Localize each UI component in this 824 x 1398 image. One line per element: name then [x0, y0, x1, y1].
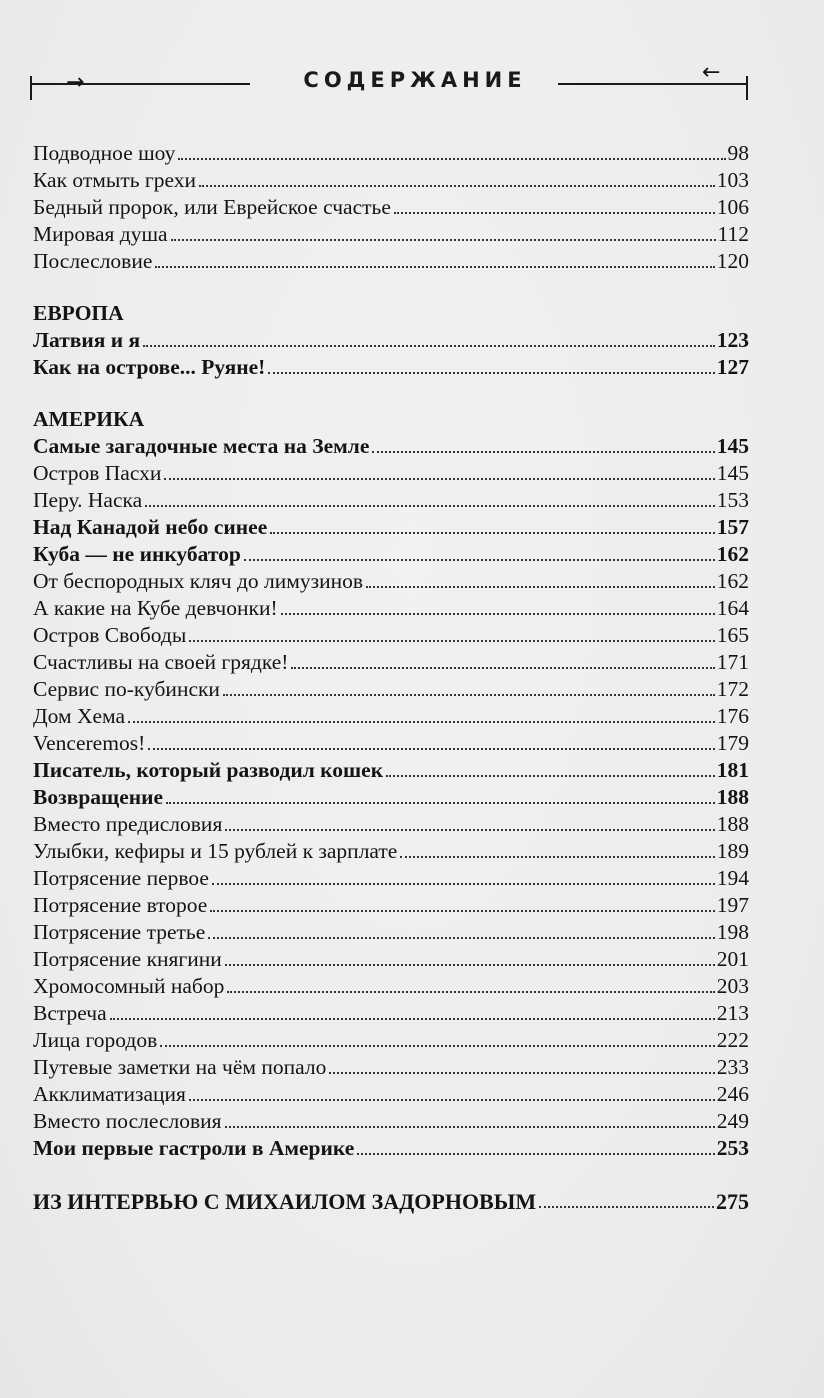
section-spacer	[33, 275, 749, 300]
toc-entry-page: 213	[716, 1001, 749, 1025]
toc-entry-title: Остров Свободы	[33, 623, 187, 647]
arrow-left-icon: ←	[702, 60, 721, 85]
toc-entry-page: 181	[716, 758, 749, 782]
toc-entry-title: Вместо предисловия	[33, 812, 223, 836]
section-heading: ЕВРОПА	[33, 301, 124, 325]
toc-entry	[33, 248, 749, 275]
toc-entry-page: 145	[716, 461, 749, 485]
toc-entry	[33, 703, 749, 730]
toc-entry-title: Как отмыть грехи	[33, 168, 196, 192]
toc-entry-title: Счастливы на своей грядке!	[33, 650, 289, 674]
dot-leader	[281, 613, 715, 615]
dot-leader	[357, 1153, 714, 1155]
dot-leader	[210, 910, 714, 912]
dot-leader	[143, 345, 715, 347]
toc-entry	[33, 811, 749, 838]
toc-entry-page: 153	[716, 488, 749, 512]
toc-entry	[33, 433, 749, 460]
toc-entry-title: Писатель, который разводил кошек	[33, 758, 384, 782]
toc-entry	[33, 1000, 749, 1027]
toc-entry-page: 98	[727, 141, 749, 165]
toc-entry-title: Путевые заметки на чём попало	[33, 1055, 327, 1079]
toc-entry-page: 197	[716, 893, 749, 917]
toc-entry-title: Перу. Наска	[33, 488, 143, 512]
dot-leader	[227, 991, 714, 993]
toc-entry-title: Самые загадочные места на Земле	[33, 434, 370, 458]
toc-entry	[33, 730, 749, 757]
toc-entry-title: Акклиматизация	[33, 1082, 186, 1106]
dot-leader	[539, 1206, 714, 1208]
toc-entry-title: Остров Пасхи	[33, 461, 162, 485]
dot-leader	[225, 1126, 715, 1128]
toc-entry-page: 145	[716, 434, 749, 458]
toc-entry	[33, 784, 749, 811]
toc-entry-page: 233	[716, 1055, 749, 1079]
toc-entry-final	[33, 1188, 749, 1215]
toc-entry	[33, 595, 749, 622]
dot-leader	[366, 586, 715, 588]
dot-leader	[178, 158, 725, 160]
toc-entry	[33, 354, 749, 381]
toc-entry	[33, 1108, 749, 1135]
header-rule-right	[558, 83, 748, 85]
toc-entry-title: Мировая душа	[33, 222, 168, 246]
toc-entry-title: А какие на Кубе девчонки!	[33, 596, 278, 620]
toc-entry	[33, 1054, 749, 1081]
toc-entry-title: Сервис по-кубински	[33, 677, 220, 701]
dot-leader	[164, 478, 714, 480]
dot-leader	[212, 883, 715, 885]
toc-entry-page: 172	[716, 677, 749, 701]
toc-entry-page: 253	[716, 1136, 749, 1160]
header-rule-right-tick	[746, 76, 748, 100]
toc-entry-page: 162	[716, 569, 749, 593]
arrow-right-icon: →	[66, 70, 85, 95]
header-rule-left-tick	[30, 76, 32, 100]
toc-entry	[33, 194, 749, 221]
toc-entry	[33, 1135, 749, 1162]
dot-leader	[155, 266, 714, 268]
section-spacer	[33, 381, 749, 406]
toc-entry-page: 194	[716, 866, 749, 890]
toc-entry	[33, 1081, 749, 1108]
dot-leader	[291, 667, 714, 669]
dot-leader	[171, 239, 716, 241]
toc-entry-page: 164	[716, 596, 749, 620]
dot-leader	[223, 694, 715, 696]
dot-leader	[225, 964, 715, 966]
toc-entry-page: 112	[717, 222, 749, 246]
dot-leader	[394, 212, 715, 214]
page-header	[30, 62, 750, 98]
toc-entry-page: 179	[716, 731, 749, 755]
toc-entry-page: 201	[716, 947, 749, 971]
toc-entry-page: 127	[716, 355, 749, 379]
dot-leader	[386, 775, 715, 777]
toc-entry-page: 120	[716, 249, 749, 273]
toc-entry-page: 198	[716, 920, 749, 944]
toc-entry	[33, 649, 749, 676]
toc-entry-page: 246	[716, 1082, 749, 1106]
toc-entry-page: 176	[716, 704, 749, 728]
toc-entry	[33, 487, 749, 514]
dot-leader	[270, 532, 715, 534]
toc-entry-title: Улыбки, кефиры и 15 рублей к зарплате	[33, 839, 398, 863]
dot-leader	[160, 1045, 714, 1047]
toc-entry-title: Послесловие	[33, 249, 153, 273]
toc-entry	[33, 167, 749, 194]
toc-entry-title: Встреча	[33, 1001, 107, 1025]
dot-leader	[208, 937, 714, 939]
toc-entry-title: Мои первые гастроли в Америке	[33, 1136, 355, 1160]
dot-leader	[400, 856, 714, 858]
toc-entry-title: Потрясение княгини	[33, 947, 222, 971]
toc-entry-title: Над Канадой небо синее	[33, 515, 268, 539]
toc-entry-page: 106	[716, 195, 749, 219]
toc-entry-title: Лица городов	[33, 1028, 158, 1052]
dot-leader	[166, 802, 715, 804]
toc-entry-page: 123	[716, 328, 749, 352]
toc-entry-title: Возвращение	[33, 785, 164, 809]
toc-entry-page: 188	[716, 812, 749, 836]
dot-leader	[128, 721, 715, 723]
toc-entry	[33, 757, 749, 784]
toc-entry-title: Дом Хема	[33, 704, 126, 728]
toc-entry-page: 157	[716, 515, 749, 539]
toc-entry	[33, 568, 749, 595]
toc-entry-page: 188	[716, 785, 749, 809]
toc-entry	[33, 327, 749, 354]
dot-leader	[225, 829, 714, 831]
toc-entry-title: Venceremos!	[33, 731, 146, 755]
toc-entry	[33, 946, 749, 973]
toc-entry	[33, 541, 749, 568]
toc-entry	[33, 1027, 749, 1054]
toc-entry-title: Как на острове... Руяне!	[33, 355, 266, 379]
toc-entry-page: 249	[716, 1109, 749, 1133]
toc-entry-title: Латвия и я	[33, 328, 141, 352]
toc-entry	[33, 838, 749, 865]
toc-entry	[33, 221, 749, 248]
dot-leader	[268, 372, 714, 374]
toc-entry-title: Бедный пророк, или Еврейское счастье	[33, 195, 391, 219]
toc-entry	[33, 865, 749, 892]
toc-entry	[33, 460, 749, 487]
toc-entry	[33, 514, 749, 541]
toc-entry-title: Куба — не инкубатор	[33, 542, 241, 566]
dot-leader	[372, 451, 714, 453]
toc-entry-title: Потрясение первое	[33, 866, 209, 890]
toc-entry-title: Вместо послесловия	[33, 1109, 222, 1133]
toc-entry-title: Потрясение третье	[33, 920, 206, 944]
toc-entry-page: 203	[716, 974, 749, 998]
page-title: СОДЕРЖАНИЕ	[303, 68, 527, 92]
toc-entry-page: 222	[716, 1028, 749, 1052]
dot-leader	[199, 185, 715, 187]
section-heading: АМЕРИКА	[33, 407, 145, 431]
toc-entry-page: 165	[716, 623, 749, 647]
dot-leader	[110, 1018, 715, 1020]
toc-entry-title: Хромосомный набор	[33, 974, 225, 998]
dot-leader	[189, 1099, 715, 1101]
toc-entry-page: 171	[716, 650, 749, 674]
toc-entry	[33, 622, 749, 649]
toc-entry-page: 162	[716, 542, 749, 566]
toc-entry-page: 189	[716, 839, 749, 863]
table-of-contents	[33, 140, 749, 1215]
toc-entry-title: ИЗ ИНТЕРВЬЮ С МИХАИЛОМ ЗАДОРНОВЫМ	[33, 1189, 537, 1214]
toc-entry	[33, 140, 749, 167]
section-spacer	[33, 1162, 749, 1188]
dot-leader	[244, 559, 715, 561]
toc-entry	[33, 919, 749, 946]
dot-leader	[189, 640, 714, 642]
dot-leader	[145, 505, 715, 507]
toc-entry	[33, 676, 749, 703]
toc-entry-title: От беспородных кляч до лимузинов	[33, 569, 364, 593]
toc-entry-page: 103	[716, 168, 749, 192]
toc-entry-title: Потрясение второе	[33, 893, 208, 917]
dot-leader	[329, 1072, 714, 1074]
toc-entry	[33, 973, 749, 1000]
dot-leader	[148, 748, 715, 750]
header-rule-left	[30, 83, 250, 85]
toc-entry-title: Подводное шоу	[33, 141, 176, 165]
toc-entry	[33, 892, 749, 919]
toc-entry-page: 275	[716, 1189, 749, 1214]
